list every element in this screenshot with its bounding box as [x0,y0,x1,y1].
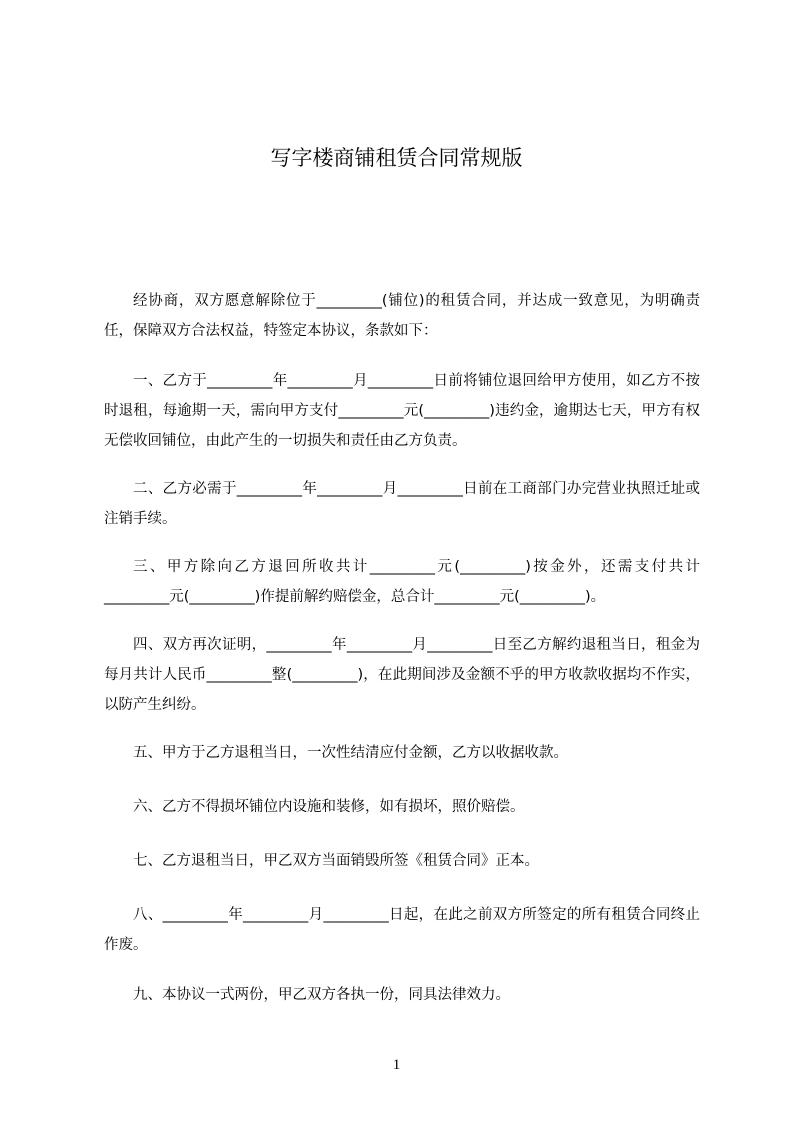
paragraph-clause-6: 六、乙方不得损坏铺位内设施和装修，如有损坏，照价赔偿。 [133,799,525,815]
paragraph-clause-7: 七、乙方退租当日，甲乙双方当面销毁所签《租赁合同》正本。 [133,853,539,869]
paragraph-clause-9: 九、本协议一式两份，甲乙双方各执一份，同具法律效力。 [133,987,510,1003]
paragraph-clause-4: 四、双方再次证明，_________年_________月_________日至乙方解约退租当日，租金为每月共计人民币_________整(_________)，在此期间涉及金额不乎的甲方收款收据均不作实，以防产生纠纷。 [104,637,700,713]
paragraph-clause-8: 八、_________年_________月_________日起，在此之前双方所签定的所有租赁合同终止作废。 [104,907,700,953]
paragraph-intro: 经协商，双方愿意解除位于_________(铺位)的租赁合同，并达成一致意见，为明确责任，保障双方合法权益，特签定本协议，条款如下： [104,293,700,339]
document-title: 写字楼商铺租赁合同常规版 [270,146,523,170]
paragraph-clause-5: 五、甲方于乙方退租当日，一次性结清应付金额，乙方以收据收款。 [133,745,568,761]
paragraph-clause-3: 三、甲方除向乙方退回所收共计_________元(_________)按金外，还需支付共计_________元(_________)作提前解约赔偿金，总合计_________元(_________)。 [104,559,700,605]
page-number: 1 [392,1057,401,1073]
paragraph-clause-1: 一、乙方于_________年_________月_________日前将铺位退回给甲方使用，如乙方不按时退租，每逾期一天，需向甲方支付_________元(_________)违约金，逾期达七天，甲方有权无偿收回铺位，由此产生的一切损失和责任由乙方负责。 [104,373,700,449]
paragraph-clause-2: 二、乙方必需于_________年_________月_________日前在工商部门办完营业执照迁址或注销手续。 [104,481,700,527]
